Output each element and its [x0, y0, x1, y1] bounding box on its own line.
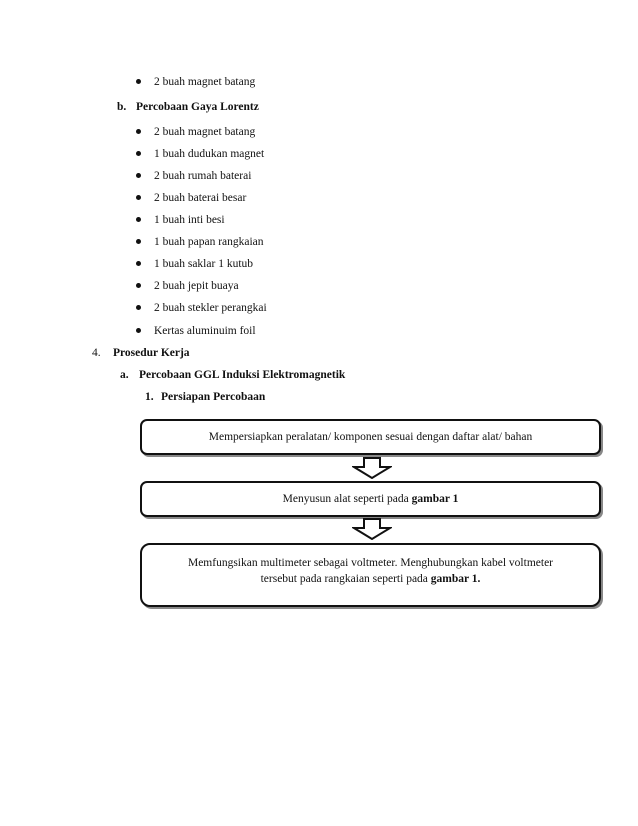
flow-step-1-text: Mempersiapkan peralatan/ komponen sesuai dengan daftar alat/ bahan [208, 431, 533, 443]
section-b-title: Percobaan Gaya Lorentz [136, 101, 259, 113]
bullet [136, 195, 141, 200]
bullet [136, 217, 141, 222]
bullet [136, 173, 141, 178]
list-item: 2 buah stekler perangkai [154, 302, 267, 314]
flow-step-3-line-2: tersebut pada rangkaian seperti pada gambar 1. [260, 573, 481, 585]
down-arrow-icon [352, 518, 392, 540]
flow-step-1 [140, 419, 601, 455]
bullet [136, 283, 141, 288]
bullet [136, 239, 141, 244]
flow-step-3-line-1: Memfungsikan multimeter sebagai voltmeter. Menghubungkan kabel voltmeter [187, 557, 554, 569]
flow-step-2-text: Menyusun alat seperti pada gambar 1 [282, 493, 459, 505]
section-4-title: Prosedur Kerja [113, 347, 190, 359]
sub-a-title: Percobaan GGL Induksi Elektromagnetik [139, 369, 346, 381]
down-arrow-icon [352, 457, 392, 479]
bullet [136, 151, 141, 156]
bullet [136, 305, 141, 310]
bullet [136, 261, 141, 266]
bullet [136, 129, 141, 134]
flow-step-3-ref: gambar 1. [430, 573, 481, 585]
section-b-marker: b. [117, 101, 127, 113]
bullet [136, 79, 141, 84]
list-item: 1 buah saklar 1 kutub [154, 258, 254, 270]
flow-step-3 [140, 543, 601, 607]
flow-step-2 [140, 481, 601, 517]
sub-1-marker: 1. [145, 391, 154, 403]
sub-1-title: Persiapan Percobaan [161, 391, 266, 403]
list-item: 1 buah inti besi [154, 214, 225, 226]
list-item: 2 buah baterai besar [154, 192, 247, 204]
bullet [136, 328, 141, 333]
list-item: 2 buah jepit buaya [154, 280, 239, 292]
sub-a-marker: a. [120, 369, 129, 381]
list-item: 1 buah dudukan magnet [154, 148, 265, 160]
list-item: Kertas aluminuim foil [154, 325, 256, 337]
list-item: 2 buah magnet batang [154, 126, 256, 138]
list-item: 2 buah magnet batang [154, 76, 256, 88]
flow-step-2-ref: gambar 1 [411, 493, 459, 505]
list-item: 1 buah papan rangkaian [154, 236, 264, 248]
list-item: 2 buah rumah baterai [154, 170, 252, 182]
section-4-number: 4. [92, 347, 101, 359]
